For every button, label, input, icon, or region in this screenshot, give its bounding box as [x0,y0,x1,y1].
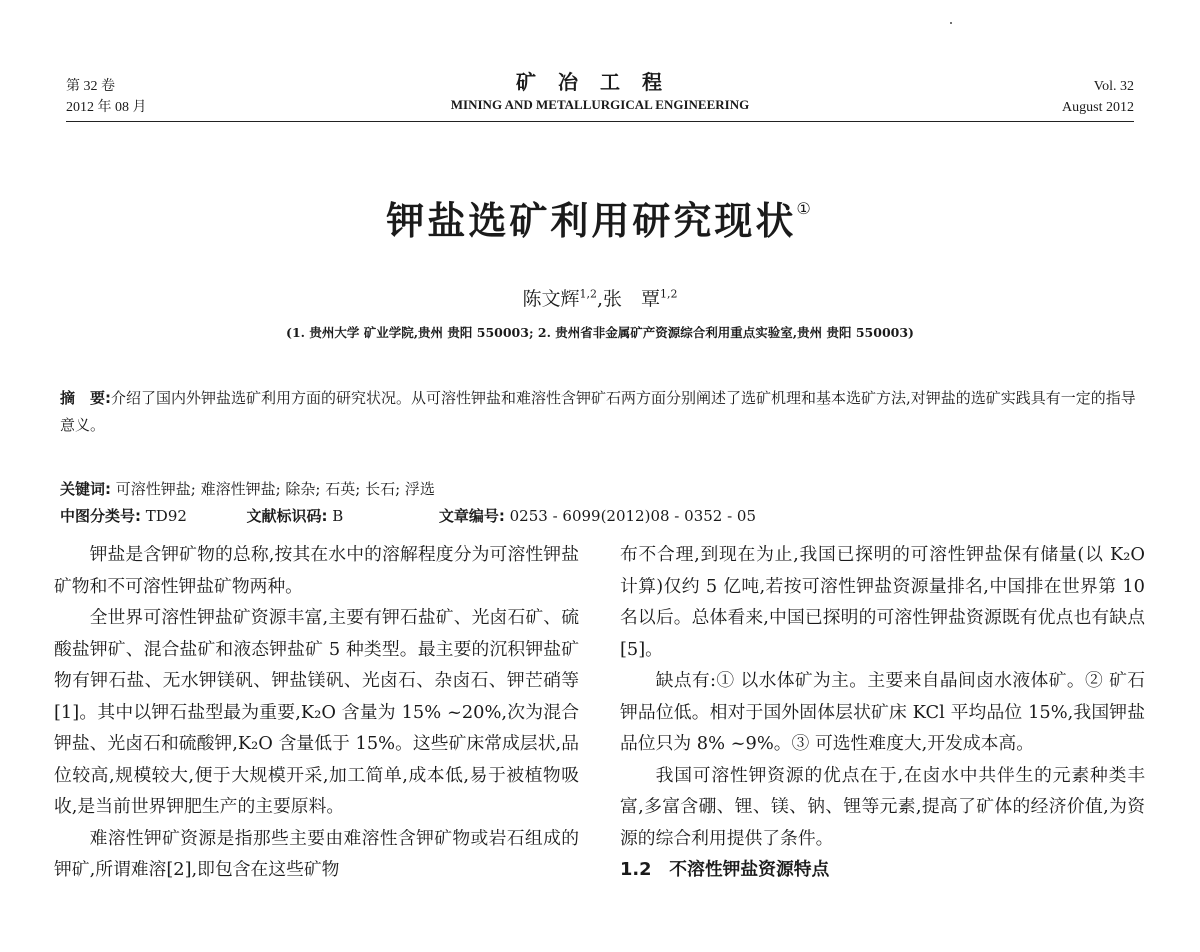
abstract [60,385,1140,439]
abstract-label: 摘 要: [60,389,111,407]
left-paragraph-2: 全世界可溶性钾盐矿资源丰富,主要有钾石盐矿、光卤石矿、硫酸盐钾矿、混合盐矿和液态钾盐矿 5 种类型。最主要的沉积钾盐矿物有钾石盐、无水钾镁矾、钾盐镁矾、光卤石、杂卤石、钾芒硝等[1]。其中以钾石盐型最为重要,K₂O 含量为 15% ~20%,次为混合钾盐、光卤石和硫酸钾,K₂O 含量低于 15%。这些矿床常成层状,品位较高,规模较大,便于大规模开采,加工简单,成本低,易于被植物吸收,是当前世界钾肥生产的主要原料。 [54,607,579,817]
keywords-line [60,476,1140,503]
doc-code-value: B [332,507,344,525]
header-center [0,72,1200,114]
keywords-label: 关键词: [60,480,111,498]
right-paragraph-3: 我国可溶性钾资源的优点在于,在卤水中共伴生的元素种类丰富,多富含硼、锂、镁、钠、锂等元素,提高了矿体的经济价值,为资源的综合利用提供了条件。 [620,764,1145,849]
date-cn: 2012 年 08 月 [66,100,147,115]
clc-label: 中图分类号: [60,507,141,525]
abstract-text: 介绍了国内外钾盐选矿利用方面的研究状况。从可溶性钾盐和难溶性含钾矿石两方面分别阐述了选矿机理和基本选矿方法,对钾盐的选矿实践具有一定的指导意义。 [60,389,1136,434]
scan-speck [950,22,952,24]
volume-cn: 第 32 卷 [66,79,115,94]
author-1-affil: 1,2 [579,287,597,301]
author-2-affil: 1,2 [660,287,678,301]
journal-title-cn: 矿冶工程 [516,72,684,94]
affiliation: (1. 贵州大学 矿业学院,贵州 贵阳 550003; 2. 贵州省非金属矿产资源综合利用重点实验室,贵州 贵阳 550003) [286,325,914,340]
doc-code-label: 文献标识码: [246,507,328,525]
left-column [54,539,579,886]
paper-title-text: 钾盐选矿利用研究现状 [386,199,797,243]
author-line [0,284,1200,311]
clc-value: TD92 [145,507,187,525]
left-paragraph-1: 钾盐是含钾矿物的总称,按其在水中的溶解程度分为可溶性钾盐矿物和不可溶性钾盐矿物两种。 [54,544,579,597]
author-separator: , [596,288,604,310]
keywords-block [60,476,1140,530]
journal-title-en: MINING AND METALLURGICAL ENGINEERING [450,97,750,112]
right-paragraph-2: 缺点有:① 以水体矿为主。主要来自晶间卤水液体矿。② 矿石钾品位低。相对于国外固体层状矿床 KCl 平均品位 15%,我国钾盐品位只为 8% ~9%。③ 可选性难度大,开发成本高。 [620,670,1145,754]
header-right [1062,76,1134,118]
right-column [620,539,1145,886]
section-heading: 1.2 不溶性钾盐资源特点 [620,859,830,880]
right-paragraph-1: 布不合理,到现在为止,我国已探明的可溶性钾盐保有储量(以 K₂O 计算)仅约 5 亿吨,若按可溶性钾盐资源量排名,中国排在世界第 10 名以后。总体看来,中国已探明的可溶性钾盐资源既有优点也有缺点[5]。 [620,544,1145,660]
title-footnote-mark: ① [796,199,814,218]
left-paragraph-3: 难溶性钾矿资源是指那些主要由难溶性含钾矿物或岩石组成的钾矿,所谓难溶[2],即包含在这些矿物 [54,827,579,880]
paper-title [0,190,1200,245]
author-1: 陈文辉 [522,288,580,310]
date-en: August 2012 [1062,100,1134,115]
article-no-label: 文章编号: [438,507,505,525]
classification-line [60,503,1140,530]
header-rule [66,121,1134,122]
volume-en: Vol. 32 [1093,79,1134,94]
article-no-value: 0253 - 6099(2012)08 - 0352 - 05 [509,507,757,525]
keywords-text: 可溶性钾盐; 难溶性钾盐; 除杂; 石英; 长石; 浮选 [115,480,435,498]
author-2: 张 覃 [603,288,661,310]
